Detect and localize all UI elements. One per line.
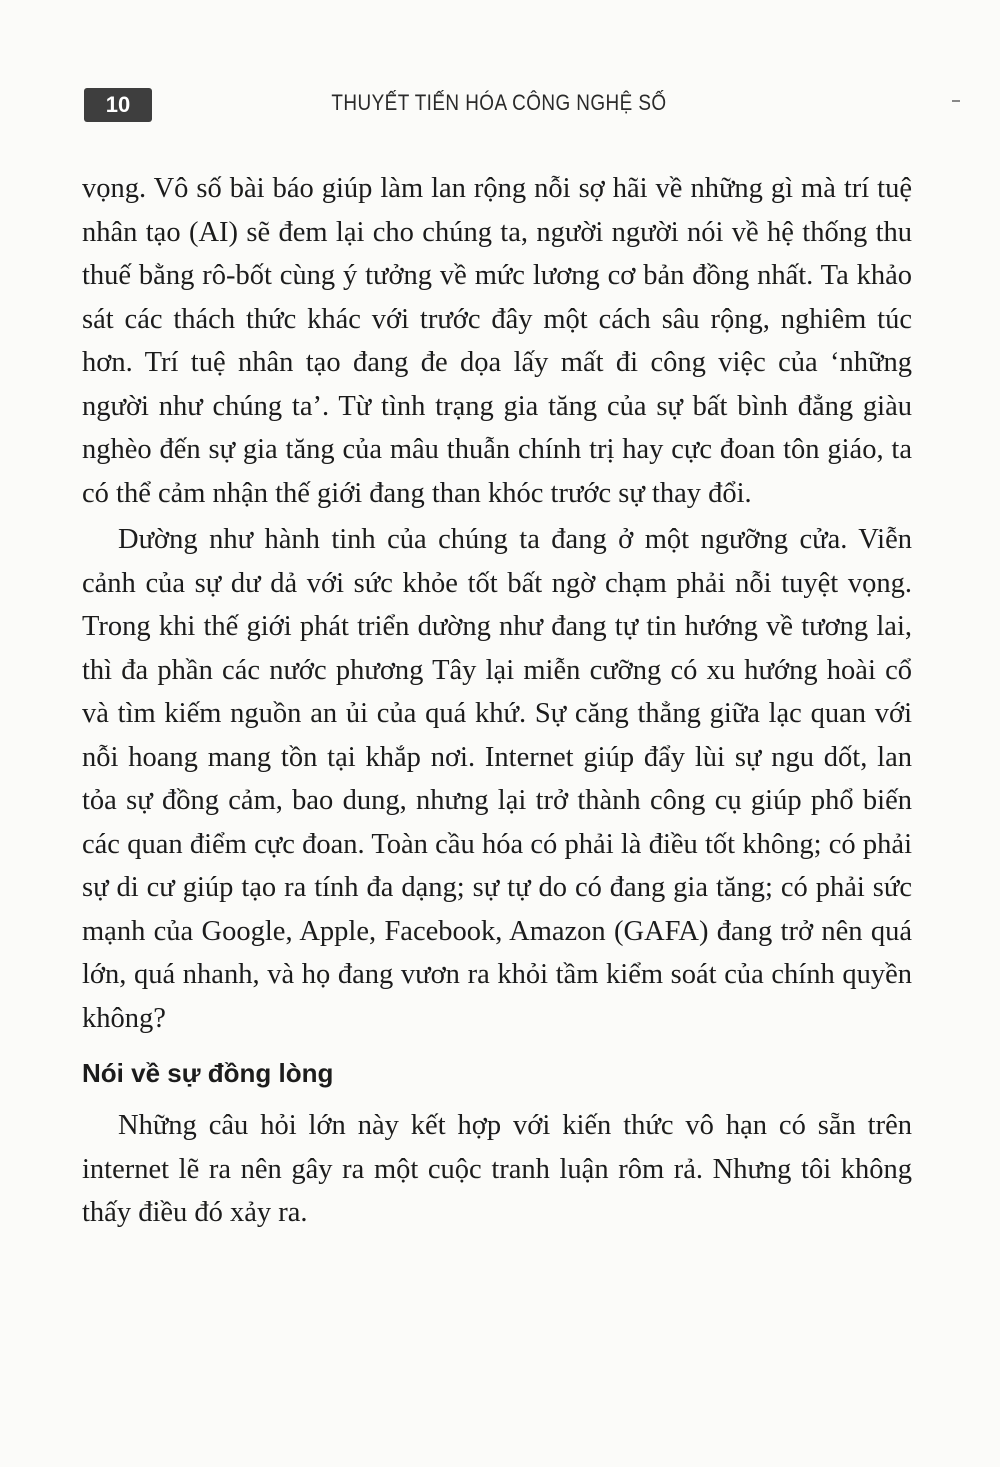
- body-text: [82, 167, 912, 1235]
- paragraph: Những câu hỏi lớn này kết hợp với kiến thức vô hạn có sẵn trên internet lẽ ra nên gây ra một cuộc tranh luận rôm rả. Nhưng tôi không thấy điều đó xảy ra.: [82, 1110, 912, 1228]
- scan-mark: [952, 100, 960, 102]
- page-header: [84, 88, 914, 124]
- running-title: THUYẾT TIẾN HÓA CÔNG NGHỆ SỐ: [331, 90, 667, 115]
- paragraph-continued: vọng. Vô số bài báo giúp làm lan rộng nỗi sợ hãi về những gì mà trí tuệ nhân tạo (AI) sẽ đem lại cho chúng ta, người người nói về hệ thống thu thuế bằng rô-bốt cùng ý tưởng về mức lương cơ bản đồng nhất. Ta khảo sát các thách thức khác với trước đây một cách sâu rộng, nghiêm túc hơn. Trí tuệ nhân tạo đang đe dọa lấy mất đi công việc của ‘những người như chúng ta’. Từ tình trạng gia tăng của sự bất bình đẳng giàu nghèo đến sự gia tăng của mâu thuẫn chính trị hay cực đoan tôn giáo, ta có thể cảm nhận thế giới đang than khóc trước sự thay đổi.: [82, 173, 912, 509]
- section-heading: Nói về sự đồng lòng: [82, 1058, 334, 1088]
- paragraph: Dường như hành tinh của chúng ta đang ở một ngưỡng cửa. Viễn cảnh của sự dư dả với sức khỏe tốt bất ngờ chạm phải nỗi tuyệt vọng. Trong khi thế giới phát triển dường như đang tự tin hướng về tương lai, thì đa phần các nước phương Tây lại miễn cưỡng có xu hướng hoài cổ và tìm kiếm nguồn an ủi của quá khứ. Sự căng thẳng giữa lạc quan với nỗi hoang mang tồn tại khắp nơi. Internet giúp đẩy lùi sự ngu dốt, lan tỏa sự đồng cảm, bao dung, nhưng lại trở thành công cụ giúp phổ biến các quan điểm cực đoan. Toàn cầu hóa có phải là điều tốt không; có phải sự di cư giúp tạo ra tính đa dạng; sự tự do có đang gia tăng; có phải sức mạnh của Google, Apple, Facebook, Amazon (GAFA) đang trở nên quá lớn, quá nhanh, và họ đang vươn ra khỏi tầm kiểm soát của chính quyền không?: [82, 524, 912, 1034]
- page-number-badge: 10: [84, 88, 152, 122]
